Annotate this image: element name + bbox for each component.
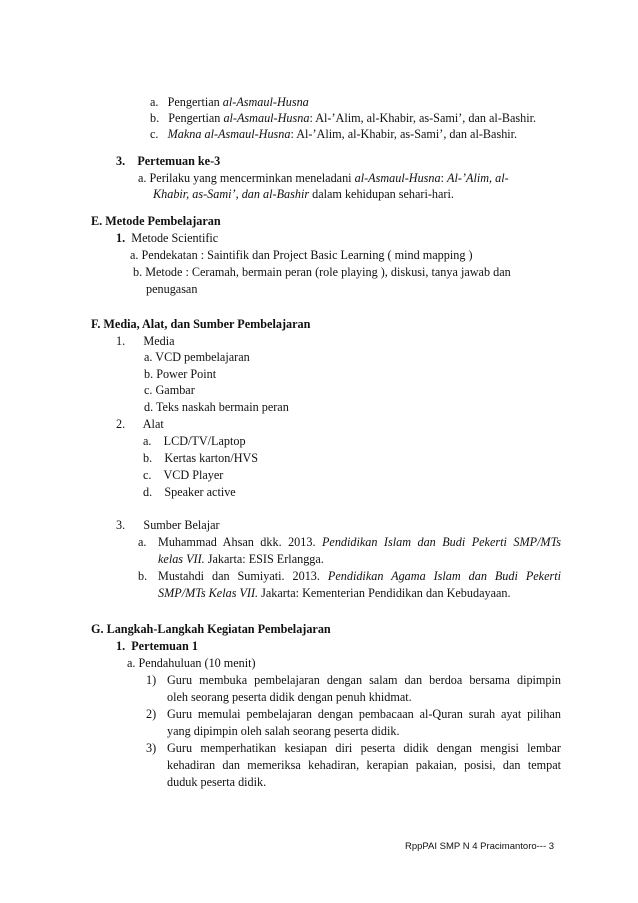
step-1-cont: oleh seorang peserta didik dengan penuh khidmat.: [167, 690, 412, 704]
alat-item: [143, 485, 236, 499]
alat-item: [143, 468, 223, 482]
italic-text: SMP/MTs Kelas VII.: [158, 586, 259, 600]
text: Muhammad Ahsan dkk. 2013.: [158, 535, 322, 549]
sumber-item-b-cont: [158, 586, 511, 600]
text: Mustahdi dan Sumiyati. 2013.: [158, 569, 328, 583]
section-g-heading: G. Langkah-Langkah Kegiatan Pembelajaran: [91, 622, 331, 636]
step-marker: 2): [146, 707, 157, 721]
section-f-heading: F. Media, Alat, dan Sumber Pembelajaran: [91, 317, 311, 331]
text: Pengertian: [168, 111, 224, 125]
text: Media: [143, 334, 175, 348]
list-marker: a.: [138, 171, 147, 185]
section-e-item-a: a. Pendekatan : Saintifik dan Project Basic Learning ( mind mapping ): [130, 248, 473, 262]
meeting-3-item-a: [138, 171, 509, 185]
list-marker: b.: [143, 451, 153, 465]
italic-text: Pendidikan Islam dan Budi Pekerti SMP/MTs: [321, 535, 561, 549]
italic-text: Makna al-Asmaul-Husna: [167, 127, 291, 141]
step-1: Guru membuka pembelajaran dengan salam dan berdoa bersama dipimpin: [167, 673, 561, 687]
alat-item: [143, 434, 246, 448]
sumber-item-b: [158, 569, 561, 583]
section-f-media: [116, 334, 175, 348]
step-marker: 3): [146, 741, 157, 755]
list-marker: c.: [150, 127, 159, 141]
list-marker: 3.: [116, 518, 126, 532]
meeting-3-item-a-cont: [153, 187, 454, 201]
media-item: d. Teks naskah bermain peran: [144, 400, 289, 414]
text: Kertas karton/HVS: [164, 451, 259, 465]
step-2: Guru memulai pembelajaran dengan pembacaan al-Quran surah ayat pilihan: [167, 707, 561, 721]
step-3-cont: kehadiran dan memeriksa kehadiran, kerapian pakaian, posisi, dan tempat: [167, 758, 561, 772]
text: Perilaku yang mencerminkan meneladani: [149, 171, 355, 185]
step-marker: 1): [146, 673, 157, 687]
sumber-item-a: [158, 535, 561, 549]
section-e-item-b: b. Metode : Ceramah, bermain peran (role playing ), diskusi, tanya jawab dan: [133, 265, 511, 279]
list-marker: 1.: [116, 334, 126, 348]
section-g-item-a: a. Pendahuluan (10 menit): [127, 656, 256, 670]
section-f-sumber: [116, 518, 220, 532]
text: LCD/TV/Laptop: [163, 434, 246, 448]
italic-text: Al-’Alim, al-: [447, 171, 509, 185]
text: VCD Player: [163, 468, 224, 482]
media-item: b. Power Point: [144, 367, 217, 381]
italic-text: al-Asmaul-Husna: [223, 111, 310, 125]
text: Speaker active: [164, 485, 236, 499]
text: : Al-’Alim, al-Khabir, as-Sami’, dan al-Bashir.: [309, 111, 537, 125]
section-e-item-1: [116, 231, 218, 245]
top-item-a: [150, 95, 309, 109]
list-marker: 2.: [116, 417, 126, 431]
section-g-meeting-1: [116, 639, 198, 653]
text: Jakarta: Kementerian Pendidikan dan Kebudayaan.: [258, 586, 511, 600]
text: dalam kehidupan sehari-hari.: [309, 187, 454, 201]
media-item: c. Gambar: [144, 383, 195, 397]
text: Alat: [142, 417, 164, 431]
meeting-3-heading: [116, 154, 220, 168]
list-marker: a.: [150, 95, 159, 109]
section-e-item-b-cont: penugasan: [146, 282, 198, 296]
italic-text: al-Asmaul-Husna: [222, 95, 309, 109]
step-3: Guru memperhatikan kesiapan diri peserta didik dengan mengisi lembar: [167, 741, 561, 755]
sumber-item-a-marker: a.: [138, 535, 147, 549]
list-marker: c.: [143, 468, 152, 482]
text: : Al-’Alim, al-Khabir, as-Sami’, dan al-Bashir.: [290, 127, 518, 141]
alat-item: [143, 451, 258, 465]
page-footer: RppPAI SMP N 4 Pracimantoro--- 3: [405, 841, 555, 852]
step-3-cont-2: duduk peserta didik.: [167, 775, 267, 789]
list-marker: 3.: [116, 154, 126, 168]
list-marker: a.: [143, 434, 152, 448]
step-2-cont: yang dipimpin oleh salah seorang peserta didik.: [167, 724, 400, 738]
italic-text: Pendidikan Agama Islam dan Budi Pekerti: [327, 569, 562, 583]
list-marker: d.: [143, 485, 153, 499]
text: :: [440, 171, 448, 185]
section-e-heading: E. Metode Pembelajaran: [91, 214, 221, 228]
text: Sumber Belajar: [143, 518, 220, 532]
italic-text: al-Asmaul-Husna: [354, 171, 441, 185]
heading-text: Pertemuan 1: [131, 639, 198, 653]
list-marker: 1.: [116, 231, 126, 245]
italic-text: Khabir, as-Sami’, dan al-Bashir: [153, 187, 310, 201]
text: Metode Scientific: [131, 231, 219, 245]
sumber-item-b-marker: b.: [138, 569, 148, 583]
heading-text: Pertemuan ke-3: [137, 154, 221, 168]
top-item-c: [150, 127, 517, 141]
list-marker: 1.: [116, 639, 126, 653]
italic-text: kelas VII.: [158, 552, 205, 566]
sumber-item-a-cont: [158, 552, 324, 566]
text: Jakarta: ESIS Erlangga.: [204, 552, 324, 566]
media-item: a. VCD pembelajaran: [144, 350, 250, 364]
text: Pengertian: [167, 95, 223, 109]
list-marker: b.: [150, 111, 160, 125]
top-item-b: [150, 111, 536, 125]
section-f-alat: [116, 417, 164, 431]
